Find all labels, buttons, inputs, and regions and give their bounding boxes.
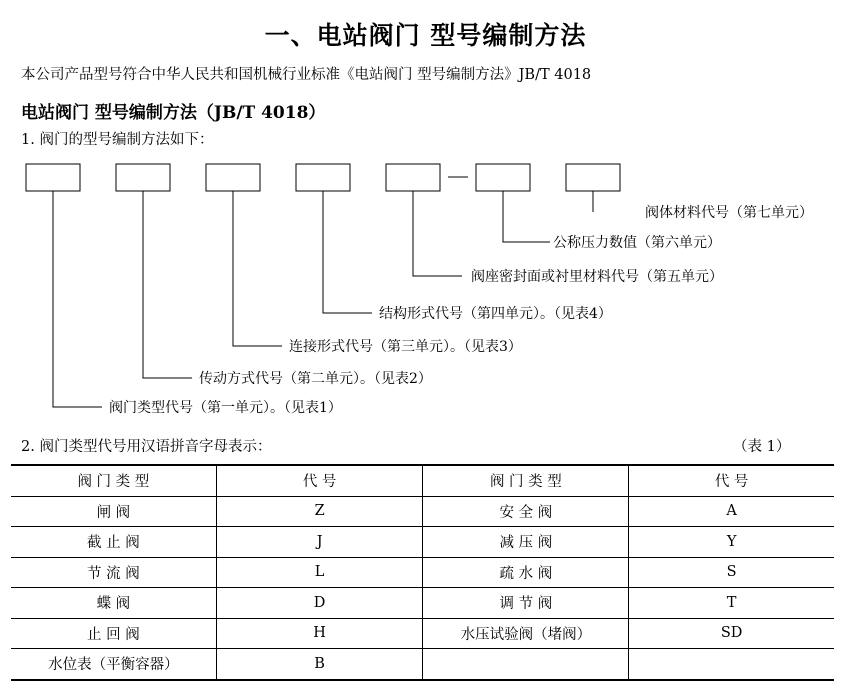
- unit-label-2: 传动方式代号（第二单元）。（见表2）: [199, 371, 432, 387]
- table-cell: 节 流 阀: [11, 557, 216, 588]
- table-cell: Y: [629, 527, 834, 558]
- table-row: [11, 618, 834, 649]
- unit-box-3: [206, 164, 260, 191]
- document-title: 一、电站阀门 型号编制方法: [264, 21, 587, 50]
- header-code: 代 号: [629, 465, 834, 496]
- unit-box-7: [566, 164, 620, 191]
- unit-label-5: 阀座密封面或衬里材料代号（第五单元）: [471, 269, 723, 285]
- table-cell: Z: [216, 496, 423, 527]
- connector-line-4: [323, 191, 372, 313]
- connector-line-5: [413, 191, 462, 276]
- table-cell: 调 节 阀: [423, 588, 629, 619]
- table-cell: 减 压 阀: [423, 527, 629, 558]
- standard-heading: 电站阀门 型号编制方法（JB/T 4018）: [21, 103, 326, 123]
- item-1-text: 1. 阀门的型号编制方法如下：: [21, 132, 214, 148]
- table-cell: B: [216, 649, 423, 680]
- unit-label-3: 连接形式代号（第三单元）。（见表3）: [289, 339, 522, 355]
- unit-label-1: 阀门类型代号（第一单元）。（见表1）: [109, 400, 342, 416]
- unit-label-4: 结构形式代号（第四单元）。（见表4）: [379, 306, 612, 322]
- unit-box-2: [116, 164, 170, 191]
- connector-line-1: [53, 191, 102, 407]
- table-cell: [423, 649, 629, 680]
- unit-box-6: [476, 164, 530, 191]
- table-header-row: [11, 465, 834, 496]
- unit-box-4: [296, 164, 350, 191]
- table-row: [11, 649, 834, 680]
- table-cell: H: [216, 618, 423, 649]
- table-cell: 蝶 阀: [11, 588, 216, 619]
- table-cell: 截 止 阀: [11, 527, 216, 558]
- table-number: （表 1）: [733, 439, 791, 455]
- table-cell: 安 全 阀: [423, 496, 629, 527]
- header-valve-type: 阀 门 类 型: [11, 465, 216, 496]
- table-cell: L: [216, 557, 423, 588]
- intro-paragraph: 本公司产品型号符合中华人民共和国机械行业标准《电站阀门 型号编制方法》JB/T 4018: [21, 67, 592, 83]
- table-cell: A: [629, 496, 834, 527]
- table-cell: T: [629, 588, 834, 619]
- table-cell: 闸 阀: [11, 496, 216, 527]
- unit-box-1: [26, 164, 80, 191]
- table-row: [11, 557, 834, 588]
- table-cell: S: [629, 557, 834, 588]
- item-2-text: 2. 阀门类型代号用汉语拼音字母表示：: [21, 439, 272, 455]
- table-row: [11, 496, 834, 527]
- connector-line-2: [143, 191, 192, 378]
- valve-type-code-table: [11, 464, 834, 681]
- table-cell: 水位表（平衡容器）: [11, 649, 216, 680]
- unit-label-6: 公称压力数值（第六单元）: [553, 235, 721, 251]
- table-row: [11, 527, 834, 558]
- table-cell: 止 回 阀: [11, 618, 216, 649]
- table-cell: 水压试验阀（堵阀）: [423, 618, 629, 649]
- table-cell: 疏 水 阀: [423, 557, 629, 588]
- connector-line-6: [503, 191, 550, 242]
- table-row: [11, 588, 834, 619]
- header-code: 代 号: [216, 465, 423, 496]
- unit-label-7: 阀体材料代号（第七单元）: [645, 205, 813, 221]
- table-cell: SD: [629, 618, 834, 649]
- unit-box-5: [386, 164, 440, 191]
- table-cell: J: [216, 527, 423, 558]
- connector-line-3: [233, 191, 282, 346]
- table-cell: D: [216, 588, 423, 619]
- table-cell: [629, 649, 834, 680]
- header-valve-type: 阀 门 类 型: [423, 465, 629, 496]
